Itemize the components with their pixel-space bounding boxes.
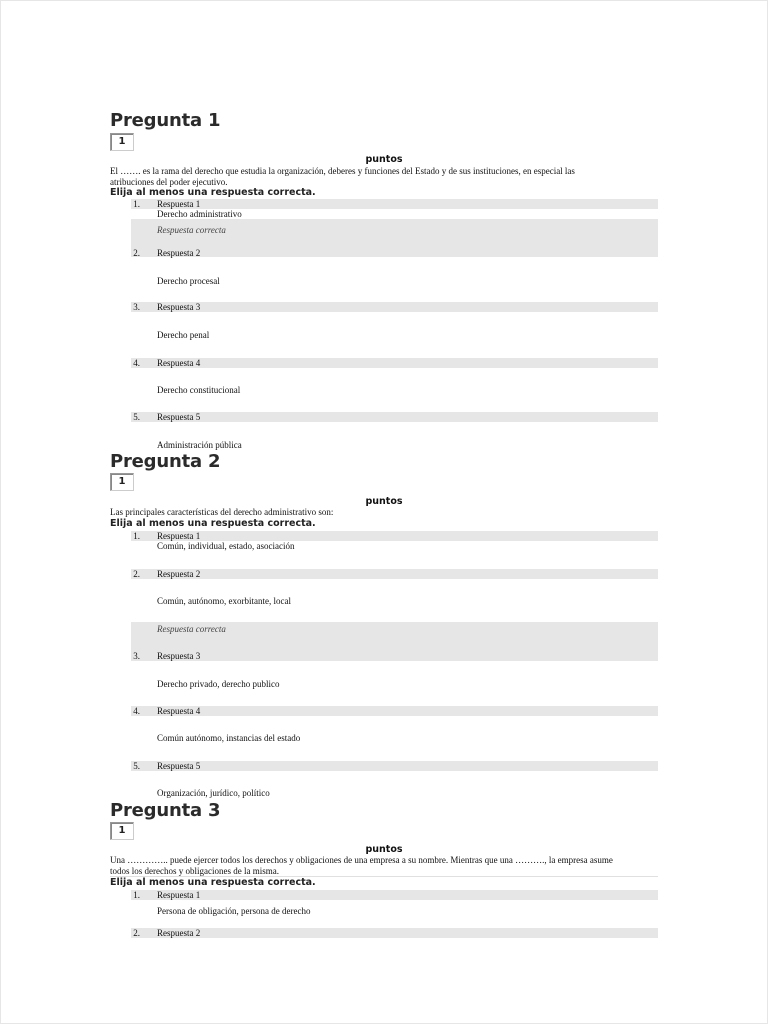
answer-number: 2. [133, 569, 140, 579]
answer-number: 1. [133, 199, 140, 209]
question-text-line: todos los derechos y obligaciones de la misma. [110, 866, 279, 876]
answer-label[interactable]: Respuesta 2 [157, 928, 201, 938]
answer-label[interactable]: Respuesta 1 [157, 531, 201, 541]
question-title: Pregunta 1 [110, 110, 221, 131]
answer-label[interactable]: Respuesta 1 [157, 890, 201, 900]
correct-answer-label: Respuesta correcta [157, 624, 226, 634]
answer-text: Común, individual, estado, asociación [157, 541, 295, 551]
answer-bar [131, 761, 658, 771]
answer-bar [131, 569, 658, 579]
answer-bar [131, 928, 658, 938]
question-title: Pregunta 3 [110, 800, 221, 821]
score-box[interactable]: 1 [110, 822, 134, 840]
answer-text: Común autónomo, instancias del estado [157, 733, 301, 743]
puntos-label: puntos [365, 844, 403, 855]
answer-label[interactable]: Respuesta 4 [157, 358, 201, 368]
score-box[interactable]: 1 [110, 133, 134, 151]
answer-number: 3. [133, 651, 140, 661]
answer-number: 3. [133, 302, 140, 312]
answer-bar [131, 890, 658, 900]
instruction-text: Elija al menos una respuesta correcta. [110, 518, 316, 529]
answer-text: Organización, jurídico, político [157, 788, 270, 798]
puntos-label: puntos [365, 154, 403, 165]
answer-bar [131, 706, 658, 716]
answer-label[interactable]: Respuesta 4 [157, 706, 201, 716]
answer-number: 5. [133, 412, 140, 422]
answer-number: 4. [133, 358, 140, 368]
answer-number: 2. [133, 928, 140, 938]
question-text-line: El ……. es la rama del derecho que estudia la organización, deberes y funciones del Estado y de sus instituciones, en especial las [110, 166, 575, 176]
answer-label[interactable]: Respuesta 3 [157, 302, 201, 312]
answer-label[interactable]: Respuesta 3 [157, 651, 201, 661]
question-text [110, 855, 658, 877]
answer-bar [131, 531, 658, 541]
score-box[interactable]: 1 [110, 473, 134, 491]
question-text [110, 507, 658, 518]
answer-text: Persona de obligación, persona de derecho [157, 906, 311, 916]
question-text [110, 166, 658, 188]
instruction-text: Elija al menos una respuesta correcta. [110, 877, 316, 888]
answer-label[interactable]: Respuesta 5 [157, 761, 201, 771]
answer-number: 2. [133, 248, 140, 258]
question-text-line: atribuciones del poder ejecutivo. [110, 177, 228, 187]
answer-label[interactable]: Respuesta 1 [157, 199, 201, 209]
question-text-line: Una ………….. puede ejercer todos los derechos y obligaciones de una empresa a su nombre. Mientras que una ………., la empresa asume [110, 855, 613, 865]
answer-label[interactable]: Respuesta 2 [157, 248, 201, 258]
answer-label[interactable]: Respuesta 2 [157, 569, 201, 579]
answer-text: Común, autónomo, exorbitante, local [157, 596, 291, 606]
puntos-label: puntos [365, 496, 403, 507]
answer-text: Derecho constitucional [157, 385, 241, 395]
instruction-text: Elija al menos una respuesta correcta. [110, 187, 316, 198]
answer-bar [131, 412, 658, 422]
question-text-line: Las principales características del derecho administrativo son: [110, 507, 334, 517]
answer-label[interactable]: Respuesta 5 [157, 412, 201, 422]
answer-number: 4. [133, 706, 140, 716]
answer-bar [131, 302, 658, 312]
answer-text: Derecho penal [157, 330, 210, 340]
question-title: Pregunta 2 [110, 451, 221, 472]
answer-bar [131, 199, 658, 209]
answer-number: 1. [133, 890, 140, 900]
answer-text: Derecho procesal [157, 276, 220, 286]
answer-text: Derecho administrativo [157, 209, 242, 219]
answer-text: Administración pública [157, 440, 242, 450]
answer-bar [131, 358, 658, 368]
answer-text: Derecho privado, derecho publico [157, 679, 280, 689]
answer-number: 1. [133, 531, 140, 541]
answer-number: 5. [133, 761, 140, 771]
correct-answer-label: Respuesta correcta [157, 225, 226, 235]
